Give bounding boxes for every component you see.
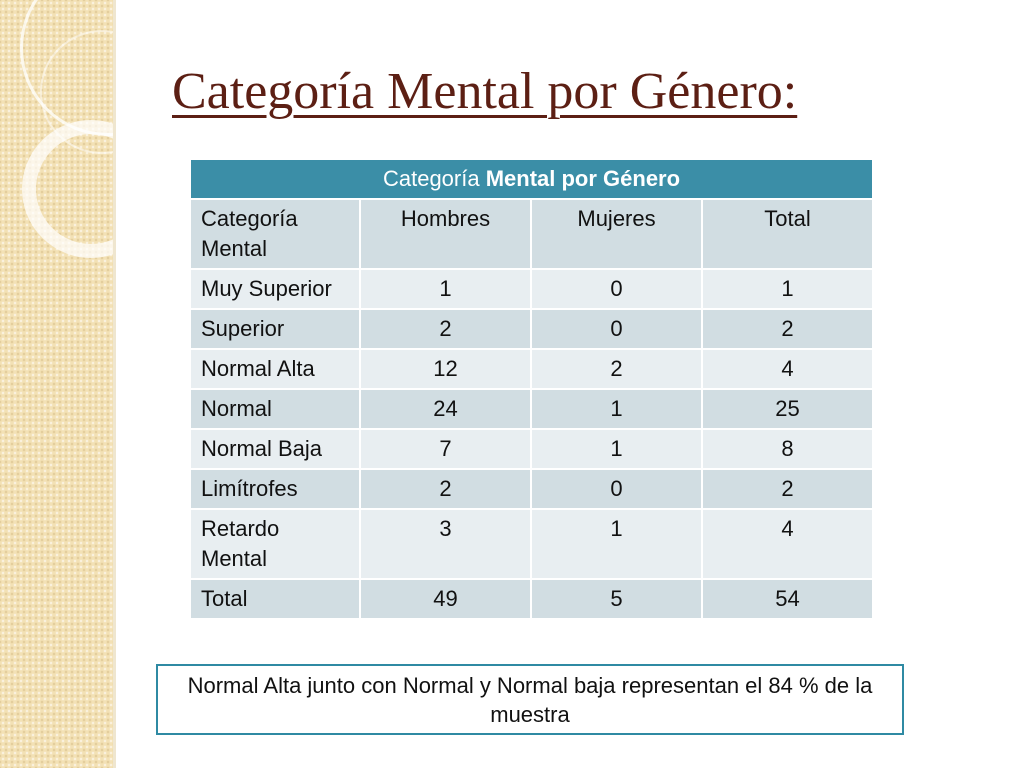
header-cell-category: Categoría Mental	[190, 199, 360, 269]
table-caption	[190, 159, 873, 199]
side-band-edge	[113, 0, 116, 768]
women-cell: 0	[531, 469, 702, 509]
total-cell: 4	[702, 349, 873, 389]
total-cell: 1	[702, 269, 873, 309]
women-cell: 0	[531, 309, 702, 349]
men-cell: 2	[360, 469, 531, 509]
men-cell: 3	[360, 509, 531, 579]
total-cell: 25	[702, 389, 873, 429]
women-cell: 2	[531, 349, 702, 389]
category-cell: Limítrofes	[190, 469, 360, 509]
summary-note	[156, 664, 904, 735]
header-cell-men: Hombres	[360, 199, 531, 269]
table-row	[190, 269, 873, 309]
men-cell: 24	[360, 389, 531, 429]
total-cell: 8	[702, 429, 873, 469]
slide-title: Categoría Mental por Género:	[172, 63, 798, 120]
table-row	[190, 509, 873, 579]
men-cell: 1	[360, 269, 531, 309]
header-cell-women: Mujeres	[531, 199, 702, 269]
category-cell: Superior	[190, 309, 360, 349]
women-cell: 1	[531, 429, 702, 469]
category-cell: Normal Alta	[190, 349, 360, 389]
men-cell: 2	[360, 309, 531, 349]
men-cell: 7	[360, 429, 531, 469]
category-cell: Total	[190, 579, 360, 619]
table-row	[190, 469, 873, 509]
table-row	[190, 389, 873, 429]
women-cell: 1	[531, 509, 702, 579]
table-row	[190, 309, 873, 349]
category-cell: Muy Superior	[190, 269, 360, 309]
category-cell: Normal	[190, 389, 360, 429]
table-caption-bold-part: Mental por Género	[485, 166, 681, 191]
summary-note-text: Normal Alta junto con Normal y Normal baja representan el 84 % de la muestra	[187, 672, 873, 727]
table-header-row	[190, 199, 873, 269]
total-cell: 4	[702, 509, 873, 579]
header-cell-total: Total	[702, 199, 873, 269]
category-cell: Normal Baja	[190, 429, 360, 469]
table-total-row	[190, 579, 873, 619]
women-cell: 1	[531, 389, 702, 429]
gender-category-table	[189, 158, 874, 620]
total-cell: 2	[702, 309, 873, 349]
category-cell: Retardo Mental	[190, 509, 360, 579]
men-cell: 12	[360, 349, 531, 389]
table-caption-part: Categoría	[382, 166, 486, 191]
women-cell: 5	[531, 579, 702, 619]
decorative-side-band	[0, 0, 113, 768]
men-cell: 49	[360, 579, 531, 619]
decorative-ring	[22, 120, 113, 258]
table-row	[190, 349, 873, 389]
total-cell: 54	[702, 579, 873, 619]
total-cell: 2	[702, 469, 873, 509]
table-row	[190, 429, 873, 469]
women-cell: 0	[531, 269, 702, 309]
